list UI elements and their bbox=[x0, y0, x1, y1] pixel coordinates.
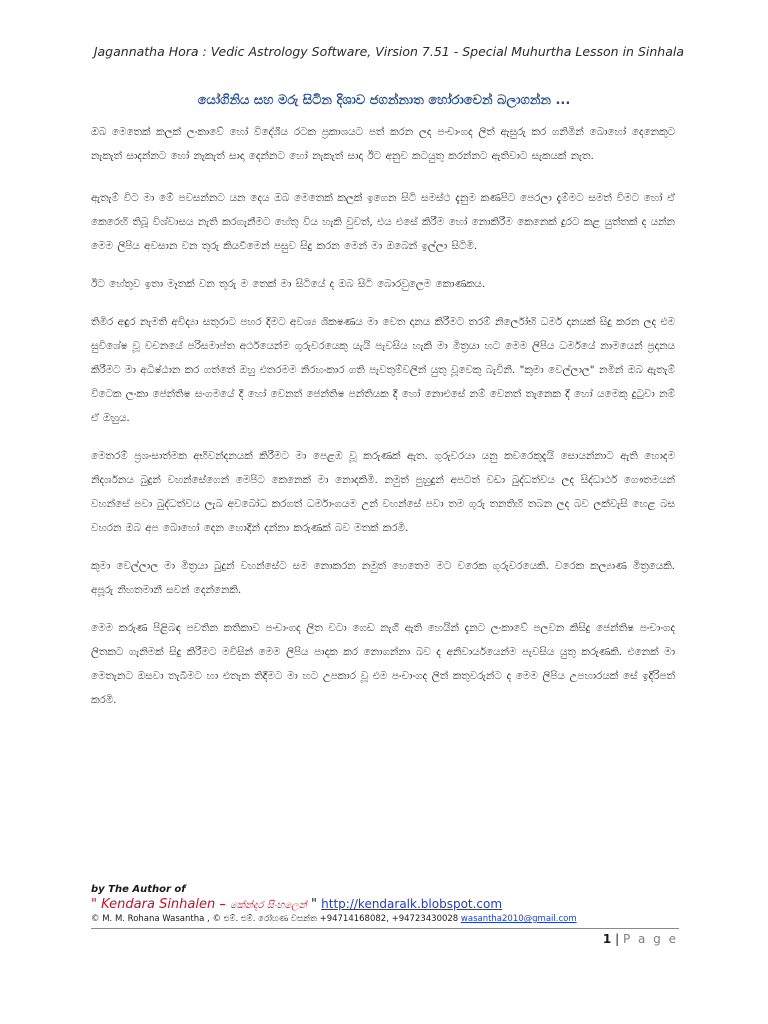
paragraph: මෙම කරුණ පිළිබඳ පවතින කතිකාව පංචාංගද ලිත වටා ගෙඩ නැගී ඇති හෙයින් දැනට ලංකාවේ පලවන කිසිදු ජෙන්තිෂ පංචාංගද ලිතකට ගැනිමක් සිදු කිරීමට මවිසින් මෙම ලිපිය පාදක කර නොගන්නා බව ද අනිවාර්යයෙන්ම පැවසිය යුතු කරුණකි. එනෙක් මා මෙතැනට ඔසවා තැබීමට හා එතැන තිදීමට මා හට උපකාර වූ එම පංචාංගද ලිත් කතුවරුන්ට ද මෙම ලිපිය උපහාරයක් සේ ඉදිරිපත් කරමි. bbox=[91, 622, 675, 706]
contact-name-sinhala: © එම්. එම්. රෝහණ වසන්ත bbox=[212, 914, 317, 924]
paragraph: ඊට හේතුව ඉතා මෑතක් වන තුරු ම තෙක් මා සිටියේ ද ඔබ සිටි බොරවුලෙම කොණකය. bbox=[91, 278, 486, 290]
document-body bbox=[91, 120, 675, 726]
paragraph: කුමා වෙල්ලාල මා මිත්‍රයා බුදුන් වහන්සේට සම නොකරන නමුත් හෙතෙම මට වරෙක ගුරුවරයෙකි. වරෙක කල්‍යාණ මිත්‍රයෙකි. අපූරු නිහතමානී සවන් දෙන්නෙකි. bbox=[91, 560, 675, 596]
footer-divider bbox=[91, 928, 679, 929]
paragraph: මෙතරම් ප්‍රශංසාත්මක අභිවන්දනයක් කිරීමට මා පෙළඹ වූ කරුණක් ඇත. ගුරුවරයා යනු කවරෙකුදැයි සොයන්නාට ඇති හොදම නිදර්ශනය බුදුන් වහන්සේගෙන් මෙපිට කෙනෙක් මා නොදකිමි. නමුත් පුහුදුන් අපටත් වඩා බුද්ධත්වය ලද සිද්ධාර්ථ ගෞතමයන් වහන්සේ පවා බුද්ධත්වය ලැබ අවබෝධ කරගත් ධර්මාංගයම උන් වහන්සේ පවා තම ගුරු තනතිහි තබන ලද බව ලක්වැසි හෙළ බස වහරන ඔබ අප බොහෝ දෙන හොදින් දන්නා කරුණක් බව මතක් කරමි. bbox=[91, 450, 675, 534]
brand-close-quote: " bbox=[311, 897, 318, 912]
paragraph: ඇතැම් විට මා මේ පවසන්නට යන දෙය ඔබ මෙතෙක් කලක් ඉගෙන සිටි සමස්ථ දැනුම කණපිට පෙරලා දැම්මට සමත් විමට හෝ ඒ කෙරෙහි තිබූ විශ්වාසය නැති කරගැනීමට හේතු විය හැකි වුවත්, එය එසේ කිරීම හෝ නොකිරීම කෙනෙක් දුරට කළ යුත්තක් ද යන්න මෙම ලිපිය අවසාන වන තුරු කියවීමෙන් පසුව සිදු කරන මෙන් මා ඔබෙන් ඉල්ලා සිටිමි. bbox=[91, 192, 675, 252]
email-link[interactable]: wasantha2010@gmail.com bbox=[460, 914, 577, 924]
running-header: Jagannatha Hora : Vedic Astrology Software, Virsion 7.51 - Special Muhurtha Lesson in Sinhala bbox=[93, 44, 684, 59]
paragraph: ඔබ මෙතෙක් කලක් ලංකාවේ හෝ විදේශීය රටක ප්‍රකාශයට පත් කරන ලද පංචාංගද ලිත් ඇසුරු කර ගනිමින් බොහෝ දෙනෙකුට නැකැත් සාදන්නට හෝ නැකැත් සාදා දෙන්නට හෝ නැකැත් සාදා ඊට අනුව කටයුතු කරන්නට ඇතිවාට සැකයක් නැත. bbox=[91, 126, 675, 162]
page-number-separator: | bbox=[615, 932, 620, 946]
paragraph: තිමිර අඳුර නැමති අවිද්‍යා සතුරාට පහර දිමට අවශ්‍ය ශිකෂණය මා වෙත දානය කිරීමට තරම් නිර්ලෝභි ධර්ම දානයක් සිදු කරන ලද එම සුවිශේෂ වූ වචනයේ පරිසමාප්ත අර්ථයෙන්ම ගුරුවරයෙකු යැයි පැවසිය හැකි මා මිත්‍රයා හට මෙම ලිපිය ධර්මයේ නාමයෙන් ප්‍රදානය කිරීමට මා අධිෂ්ඨාන කර ගත්තේ ඔහු එතරමම නිරහංකාර ගති පැවතුම්වලින් යුතු වූවෙකු බැවිනි. "කුමා වෙල්ලාල" නමින් ඔබ ඇතැම් විටෙක ලංකා ජෙන්තිෂ සංගමයේ දී හෝ වෙනත් ජෙන්තිෂ පන්තියක දී හෝ නොඑසේ නම් වෙනත් තැනෙක දී හෝ යමෙකු දුටුවා නම් ඒ ඔහුය. bbox=[91, 316, 675, 424]
phone-numbers: +94714168082, +94723430028 bbox=[319, 914, 459, 924]
contact-name: © M. M. Rohana Wasantha , bbox=[91, 914, 210, 924]
brand-line bbox=[91, 897, 691, 912]
page-number-value: 1 bbox=[602, 932, 612, 946]
brand-name-sinhala: කේන්දර සිංහලෙන් bbox=[230, 900, 307, 911]
blog-link[interactable]: http://kendaralk.blobspot.com bbox=[321, 897, 503, 911]
by-line: by The Author of bbox=[91, 884, 186, 895]
page-number bbox=[603, 932, 678, 946]
page-label: P a g e bbox=[622, 932, 678, 946]
document-title: යෝගිනිය සහ මරු සිටින දිශාව ජගන්නාත හෝරාවෙන් බලාගන්න ... bbox=[197, 93, 571, 108]
contact-line bbox=[91, 914, 691, 924]
brand-name: " Kendara Sinhalen – bbox=[91, 897, 226, 912]
author-footer bbox=[91, 884, 691, 924]
